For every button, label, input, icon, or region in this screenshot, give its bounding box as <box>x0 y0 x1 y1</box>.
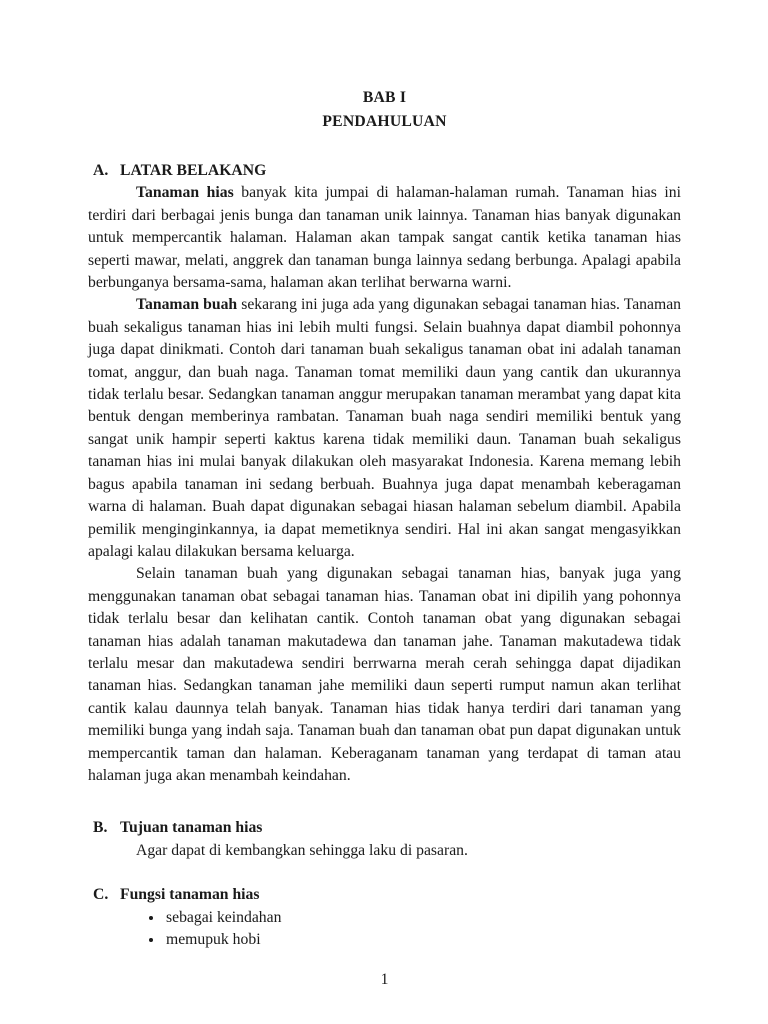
paragraph-3 <box>88 563 681 787</box>
section-b <box>88 817 681 862</box>
section-b-body: Agar dapat di kembangkan sehingga laku di pasaran. <box>136 841 468 859</box>
list-item: • memupuk hobi <box>164 929 681 951</box>
paragraph-1-lead: Tanaman hias <box>136 184 234 202</box>
section-a-title: LATAR BELAKANG <box>120 162 267 179</box>
section-b-title: Tujuan tanaman hias <box>120 819 263 837</box>
section-a-heading <box>88 160 681 182</box>
section-a-label: A. <box>93 162 109 179</box>
paragraph-3-text: Selain tanaman buah yang digunakan sebagai tanaman hias, banyak juga yang menggunakan tanaman obat sebagai tanaman hias. Tanaman obat ini dipilih yang pohonnya tidak terlalu besar dan kelihatan cantik. Contoh tanaman obat yang digunakan sebagai tanaman hias adalah tanaman makutadewa dan tanaman jahe. Tanaman makutadewa tidak terlalu mesar dan makutadewa sendiri berrwarna merah cerah sehingga dapat dijadikan tanaman hias. Sedangkan tanaman jahe memiliki daun seperti rumput namun akan terlihat cantik kalau daunnya telah banyak. Tanaman hias tidak hanya terdiri dari tanaman yang memiliki bunga yang indah saja. Tanaman buah dan tanaman obat pun dapat digunakan untuk mempercantik taman dan halaman. Keberaganam tanaman yang terdapat di taman atau halaman juga akan menambah keindahan. <box>88 565 681 784</box>
paragraph-2-lead: Tanaman buah <box>136 296 238 314</box>
paragraph-1-text: banyak kita jumpai di halaman-halaman rumah. Tanaman hias ini terdiri dari berbagai jenis bunga dan tanaman unik lainnya. Tanaman hias banyak digunakan untuk mempercantik halaman. Halaman akan tampak sangat cantik ketika tanaman hias seperti mawar, melati, anggrek dan tanaman bunga lainnya sedang berbunga. Apalagi apabila berbunganya bersama-sama, halaman akan terlihat berwarna warni. <box>88 184 681 292</box>
section-b-heading <box>88 817 681 839</box>
section-c-label: C. <box>93 886 109 904</box>
list-item: • sebagai keindahan <box>164 907 681 929</box>
chapter-subtitle: PENDAHULUAN <box>322 113 447 130</box>
section-c <box>88 884 681 951</box>
paragraph-2 <box>88 294 681 563</box>
function-list <box>88 907 681 952</box>
chapter-title: BAB I <box>362 89 407 106</box>
section-c-title: Fungsi tanaman hias <box>120 886 260 904</box>
section-b-label: B. <box>93 819 108 837</box>
paragraph-2-text: sekarang ini juga ada yang digunakan sebagai tanaman hias. Tanaman buah sekaligus tanaman hias ini lebih multi fungsi. Selain buahnya dapat diambil pohonnya juga dapat dinikmati. Contoh dari tanaman buah sekaligus tanaman obat ini adalah tanaman tomat, anggur, dan buah naga. Tanaman tomat memiliki daun yang cantik dan ukurannya tidak terlalu besar. Sedangkan tanaman anggur merupakan tanaman merambat yang dapat kita bentuk dengan memberinya rambatan. Tanaman buah naga sendiri memiliki bentuk yang sangat unik hampir seperti kaktus karena tidak memiliki daun. Tanaman buah sekaligus tanaman hias ini mulai banyak dilakukan oleh masyarakat Indonesia. Karena memang lebih bagus apabila tanaman ini sedang berbuah. Buahnya juga dapat menambah keberagaman warna di halaman. Buah dapat digunakan sebagai hiasan halaman sebelum diambil. Apabila pemilik menginginkannya, ia dapat memetiknya sendiri. Hal ini akan sangat mengasyikkan apalagi kalau dilakukan bersama keluarga. <box>88 296 682 560</box>
chapter-title-block <box>88 86 681 134</box>
section-c-heading <box>88 884 681 906</box>
paragraph-1 <box>88 182 681 294</box>
page-number: 1 <box>380 971 389 989</box>
